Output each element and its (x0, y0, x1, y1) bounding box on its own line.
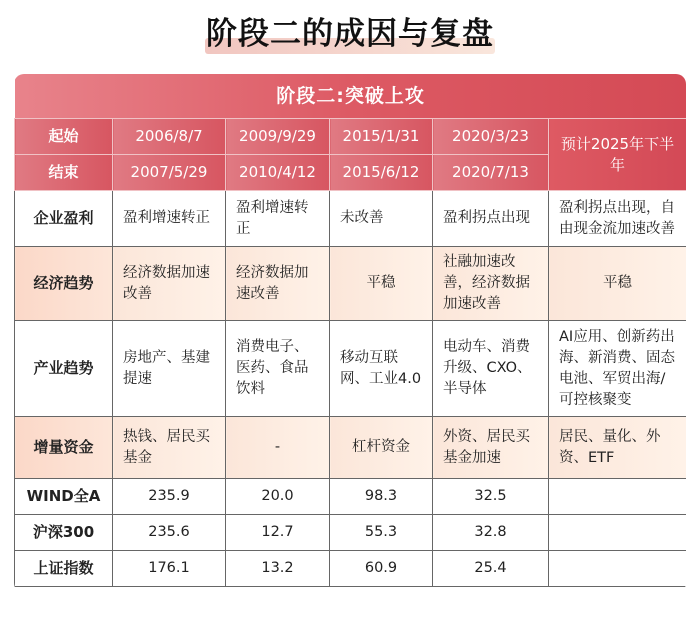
sse-value: 13.2 (226, 551, 330, 587)
stage-header: 阶段二:突破上攻 (15, 74, 687, 119)
comparison-table (14, 74, 686, 587)
industry-cell: 移动互联网、工业4.0 (330, 321, 433, 417)
row-label-profit: 企业盈利 (15, 191, 113, 247)
funds-cell: 居民、量化、外资、ETF (549, 417, 687, 479)
hs300-value: 55.3 (330, 515, 433, 551)
page-title: 阶段二的成因与复盘 (206, 16, 494, 52)
start-date: 2020/3/23 (433, 119, 549, 155)
row-label-sse: 上证指数 (15, 551, 113, 587)
hs300-value: 12.7 (226, 515, 330, 551)
wind-row (15, 479, 687, 515)
stage-header-row (15, 74, 687, 119)
industry-cell: AI应用、创新药出海、新消费、固态电池、军贸出海/可控核聚变 (549, 321, 687, 417)
hs300-value (549, 515, 687, 551)
economy-row (15, 247, 687, 321)
end-date: 2010/4/12 (226, 155, 330, 191)
wind-value: 98.3 (330, 479, 433, 515)
row-label-wind: WIND全A (15, 479, 113, 515)
start-date-row (15, 119, 687, 155)
wind-value: 235.9 (113, 479, 226, 515)
start-date: 2015/1/31 (330, 119, 433, 155)
start-date: 2006/8/7 (113, 119, 226, 155)
end-date: 2007/5/29 (113, 155, 226, 191)
sse-row (15, 551, 687, 587)
profit-row (15, 191, 687, 247)
sse-value: 60.9 (330, 551, 433, 587)
funds-cell: - (226, 417, 330, 479)
wind-value (549, 479, 687, 515)
hs300-value: 32.8 (433, 515, 549, 551)
industry-cell: 电动车、消费升级、CXO、半导体 (433, 321, 549, 417)
hs300-row (15, 515, 687, 551)
profit-cell: 未改善 (330, 191, 433, 247)
industry-cell: 房地产、基建提速 (113, 321, 226, 417)
economy-cell: 平稳 (549, 247, 687, 321)
row-label-hs300: 沪深300 (15, 515, 113, 551)
end-date: 2020/7/13 (433, 155, 549, 191)
profit-cell: 盈利增速转正 (113, 191, 226, 247)
industry-cell: 消费电子、医药、食品饮料 (226, 321, 330, 417)
row-label-end: 结束 (15, 155, 113, 191)
end-date: 2015/6/12 (330, 155, 433, 191)
industry-row (15, 321, 687, 417)
economy-cell: 经济数据加速改善 (226, 247, 330, 321)
sse-value: 176.1 (113, 551, 226, 587)
funds-cell: 外资、居民买基金加速 (433, 417, 549, 479)
row-label-start: 起始 (15, 119, 113, 155)
funds-row (15, 417, 687, 479)
row-label-economy: 经济趋势 (15, 247, 113, 321)
profit-cell: 盈利增速转正 (226, 191, 330, 247)
wind-value: 32.5 (433, 479, 549, 515)
economy-cell: 经济数据加速改善 (113, 247, 226, 321)
comparison-table-card (14, 74, 686, 593)
row-label-funds: 增量资金 (15, 417, 113, 479)
projection-label: 预计2025年下半年 (549, 119, 687, 191)
economy-cell: 社融加速改善，经济数据加速改善 (433, 247, 549, 321)
title-area (0, 8, 700, 56)
profit-cell: 盈利拐点出现，自由现金流加速改善 (549, 191, 687, 247)
start-date: 2009/9/29 (226, 119, 330, 155)
funds-cell: 杠杆资金 (330, 417, 433, 479)
sse-value: 25.4 (433, 551, 549, 587)
profit-cell: 盈利拐点出现 (433, 191, 549, 247)
hs300-value: 235.6 (113, 515, 226, 551)
funds-cell: 热钱、居民买基金 (113, 417, 226, 479)
sse-value (549, 551, 687, 587)
row-label-industry: 产业趋势 (15, 321, 113, 417)
wind-value: 20.0 (226, 479, 330, 515)
economy-cell: 平稳 (330, 247, 433, 321)
